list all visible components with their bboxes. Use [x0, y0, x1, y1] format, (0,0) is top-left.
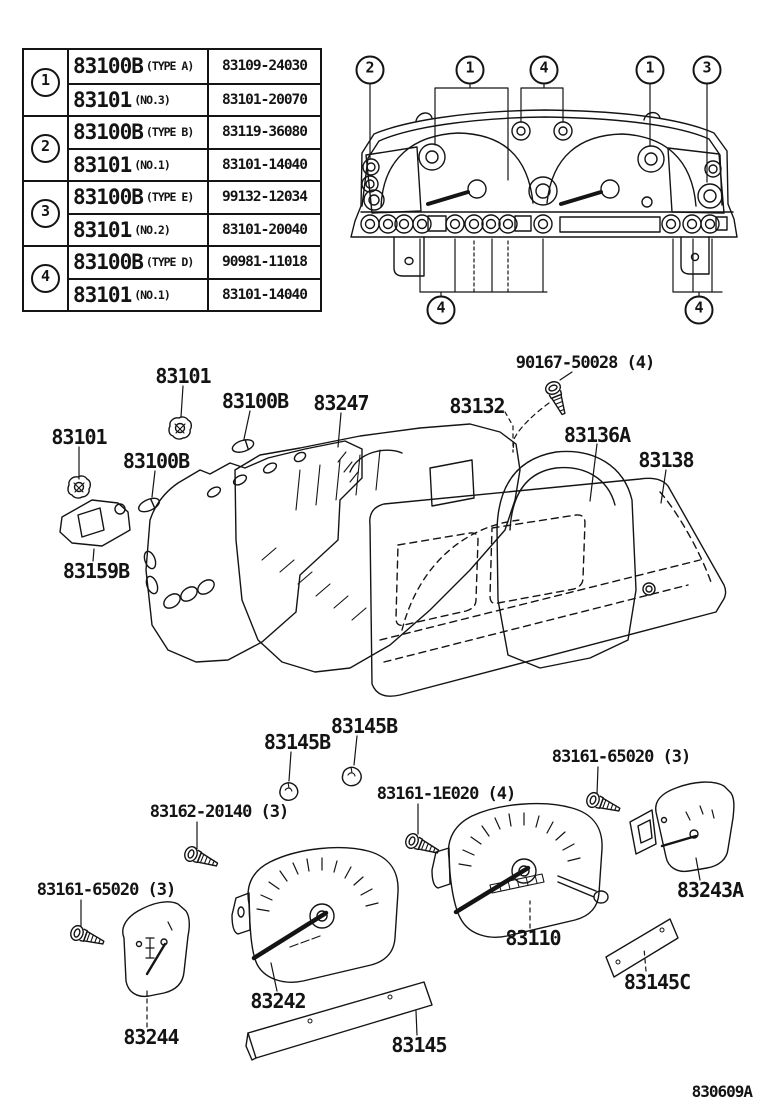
balloon-number: 2 — [31, 134, 60, 163]
fuel-gauge-drawing — [630, 782, 734, 871]
speedometer-drawing — [432, 804, 608, 938]
balloon-number: 1 — [31, 68, 60, 97]
part-number-cell — [207, 180, 320, 213]
label-83161-1e020: 83161-1E020 (4) — [376, 784, 516, 804]
front-lens-drawing — [370, 478, 726, 696]
part-number-cell — [207, 278, 320, 311]
callout-balloon-4-bottom-left: 4 — [427, 296, 456, 325]
part-name: 83101 — [73, 87, 132, 112]
part-number-cell — [207, 148, 320, 181]
callout-balloon-4-bottom-right: 4 — [685, 296, 714, 325]
label-83247: 83247 — [313, 391, 369, 415]
label-83161-65020-right: 83161-65020 (3) — [551, 747, 691, 767]
screw-90167-drawing — [544, 380, 571, 417]
part-number-cell — [207, 83, 320, 116]
meter-case-drawing — [142, 441, 362, 662]
part-variant: (TYPE A) — [145, 59, 194, 74]
label-83243a: 83243A — [676, 878, 744, 902]
label-83136a: 83136A — [563, 423, 631, 447]
part-variant: (NO.3) — [134, 92, 170, 107]
balloon-number: 3 — [31, 199, 60, 228]
part-variant: (NO.1) — [134, 157, 170, 172]
screw-65020-right-drawing — [585, 791, 622, 817]
label-83162-20140: 83162-20140 (3) — [149, 802, 289, 822]
label-83161-65020-left: 83161-65020 (3) — [36, 880, 176, 900]
label-83145c: 83145C — [623, 970, 691, 994]
callout-balloon-1-left: 1 — [456, 56, 485, 85]
grommet-83145b-a-drawing — [342, 767, 361, 786]
part-number: 83101-14040 — [221, 286, 308, 303]
part-number: 83109-24030 — [221, 58, 308, 75]
balloon-number: 4 — [31, 264, 60, 293]
plate-83145c-drawing — [606, 919, 678, 977]
table-balloon-cell — [24, 180, 67, 245]
part-number: 90981-11018 — [221, 254, 308, 271]
part-variant: (NO.2) — [134, 222, 170, 237]
parts-table — [22, 48, 322, 312]
part-name-cell — [67, 213, 207, 246]
part-name: 83101 — [73, 152, 132, 177]
part-name: 83100B — [73, 54, 143, 79]
wedge-bulb-top-drawing — [231, 437, 255, 454]
temp-gauge-drawing — [123, 902, 190, 997]
callout-balloon-1-right: 1 — [636, 56, 665, 85]
callout-balloon-3: 3 — [693, 56, 722, 85]
part-number: 83119-36080 — [221, 124, 308, 141]
label-83110: 83110 — [505, 926, 561, 950]
part-variant: (TYPE B) — [145, 125, 194, 140]
bulb-83101-top-drawing — [169, 417, 191, 439]
part-name-cell — [67, 245, 207, 278]
cluster-rear-view-drawing — [351, 83, 737, 297]
part-name-cell — [67, 115, 207, 148]
tachometer-drawing — [232, 848, 398, 983]
callout-balloon-2: 2 — [356, 56, 385, 85]
part-name-cell — [67, 278, 207, 311]
label-83101-left: 83101 — [51, 425, 107, 449]
label-83159b: 83159B — [62, 559, 130, 583]
label-83145b-a: 83145B — [330, 714, 398, 738]
part-number-cell — [207, 50, 320, 83]
part-number-cell — [207, 115, 320, 148]
table-balloon-cell — [24, 245, 67, 310]
drawing-code: 830609A — [691, 1082, 752, 1101]
table-balloon-cell — [24, 50, 67, 115]
callout-balloon-4-top: 4 — [530, 56, 559, 85]
part-name-cell — [67, 180, 207, 213]
label-83132: 83132 — [449, 394, 505, 418]
label-83138: 83138 — [638, 448, 694, 472]
label-83100b-top: 83100B — [221, 389, 289, 413]
label-90167-50028: 90167-50028 (4) — [515, 353, 655, 373]
screw-83162-drawing — [183, 845, 220, 872]
part-name-cell — [67, 83, 207, 116]
label-83145: 83145 — [391, 1033, 447, 1057]
label-83100b-left: 83100B — [122, 449, 190, 473]
label-83242: 83242 — [250, 989, 306, 1013]
part-variant: (NO.1) — [134, 287, 170, 302]
part-number: 83101-20040 — [221, 221, 308, 238]
table-balloon-cell — [24, 115, 67, 180]
bottom-parts-drawing — [69, 380, 734, 1060]
screw-65020-left-drawing — [69, 924, 106, 950]
label-83101-top: 83101 — [155, 364, 211, 388]
part-number-cell — [207, 213, 320, 246]
cluster-body-drawing — [235, 424, 520, 672]
socket-83159b-drawing — [60, 500, 130, 546]
part-number: 99132-12034 — [221, 189, 308, 206]
part-variant: (TYPE E) — [145, 190, 194, 205]
grommet-83145b-b-drawing — [280, 783, 298, 801]
part-name-cell — [67, 148, 207, 181]
part-name: 83101 — [73, 282, 132, 307]
label-83145b-b: 83145B — [263, 730, 331, 754]
part-name: 83100B — [73, 185, 143, 210]
part-number: 83101-14040 — [221, 156, 308, 173]
part-name: 83100B — [73, 250, 143, 275]
wedge-bulb-left-drawing — [137, 496, 162, 515]
label-83244: 83244 — [123, 1025, 179, 1049]
part-number-cell — [207, 245, 320, 278]
part-name-cell — [67, 50, 207, 83]
part-number: 83101-20070 — [221, 91, 308, 108]
part-name: 83100B — [73, 120, 143, 145]
part-name: 83101 — [73, 217, 132, 242]
part-variant: (TYPE D) — [145, 255, 194, 270]
